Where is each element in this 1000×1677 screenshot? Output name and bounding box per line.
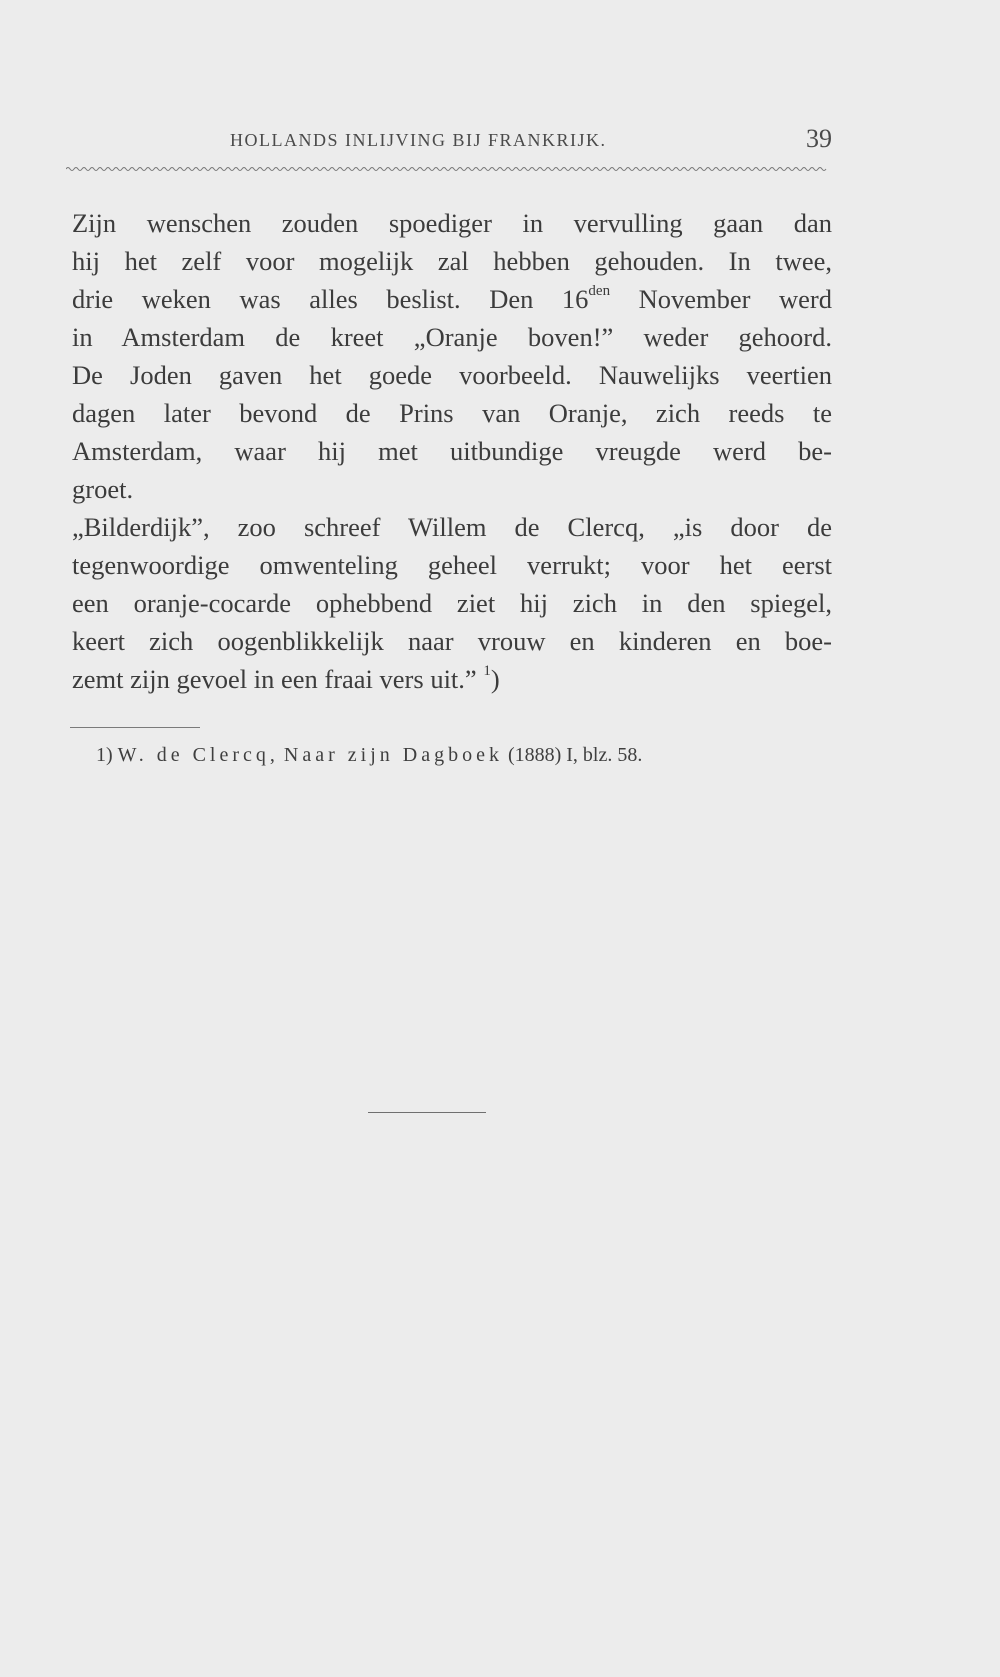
text-segment: zemt zijn gevoel in een fraai vers uit.” bbox=[72, 664, 484, 694]
text-segment: November werd bbox=[610, 284, 832, 314]
body-text bbox=[72, 204, 832, 698]
footnote-details: (1888) I, blz. 58. bbox=[507, 744, 643, 766]
superscript: den bbox=[588, 283, 611, 300]
footnote-divider bbox=[70, 727, 200, 728]
footnote-author: W. de Clercq, bbox=[117, 744, 279, 766]
text-line: De Joden gaven het goede voorbeeld. Nauwelijks veertien bbox=[72, 360, 832, 390]
text-line: een oranje-cocarde ophebbend ziet hij zich in den spiegel, bbox=[72, 588, 832, 618]
section-end-rule bbox=[368, 1112, 486, 1113]
text-line bbox=[72, 280, 832, 318]
text-line bbox=[72, 660, 832, 698]
footnote bbox=[96, 744, 642, 767]
text-line: in Amsterdam de kreet „Oranje boven!” weder gehoord. bbox=[72, 322, 832, 352]
running-header bbox=[70, 124, 832, 162]
running-title: HOLLANDS INLIJVING BIJ FRANKRIJK. bbox=[230, 130, 607, 150]
text-segment: ) bbox=[490, 664, 500, 694]
paragraph-2 bbox=[72, 508, 832, 698]
text-segment: drie weken was alles beslist. Den 16 bbox=[72, 284, 589, 314]
page-number: 39 bbox=[806, 124, 832, 153]
footnote-marker: 1) bbox=[96, 744, 113, 766]
footnote-title: Naar zijn Dagboek bbox=[283, 744, 503, 766]
text-line: Amsterdam, waar hij met uitbundige vreugde werd be- bbox=[72, 436, 832, 466]
text-line: Zijn wenschen zouden spoediger in vervulling gaan dan bbox=[72, 208, 832, 238]
text-line: „Bilderdijk”, zoo schreef Willem de Clercq, „is door de bbox=[72, 512, 832, 542]
text-line: keert zich oogenblikkelijk naar vrouw en kinderen en boe- bbox=[72, 626, 832, 656]
paragraph-1 bbox=[72, 204, 832, 508]
text-line: tegenwoordige omwenteling geheel verrukt; voor het eerst bbox=[72, 550, 832, 580]
text-line: groet. bbox=[72, 474, 134, 504]
header-wavy-rule bbox=[66, 166, 828, 172]
text-line: dagen later bevond de Prins van Oranje, zich reeds te bbox=[72, 398, 832, 428]
text-line: hij het zelf voor mogelijk zal hebben gehouden. In twee, bbox=[72, 246, 832, 276]
footnote-reference: 1 bbox=[483, 663, 491, 680]
